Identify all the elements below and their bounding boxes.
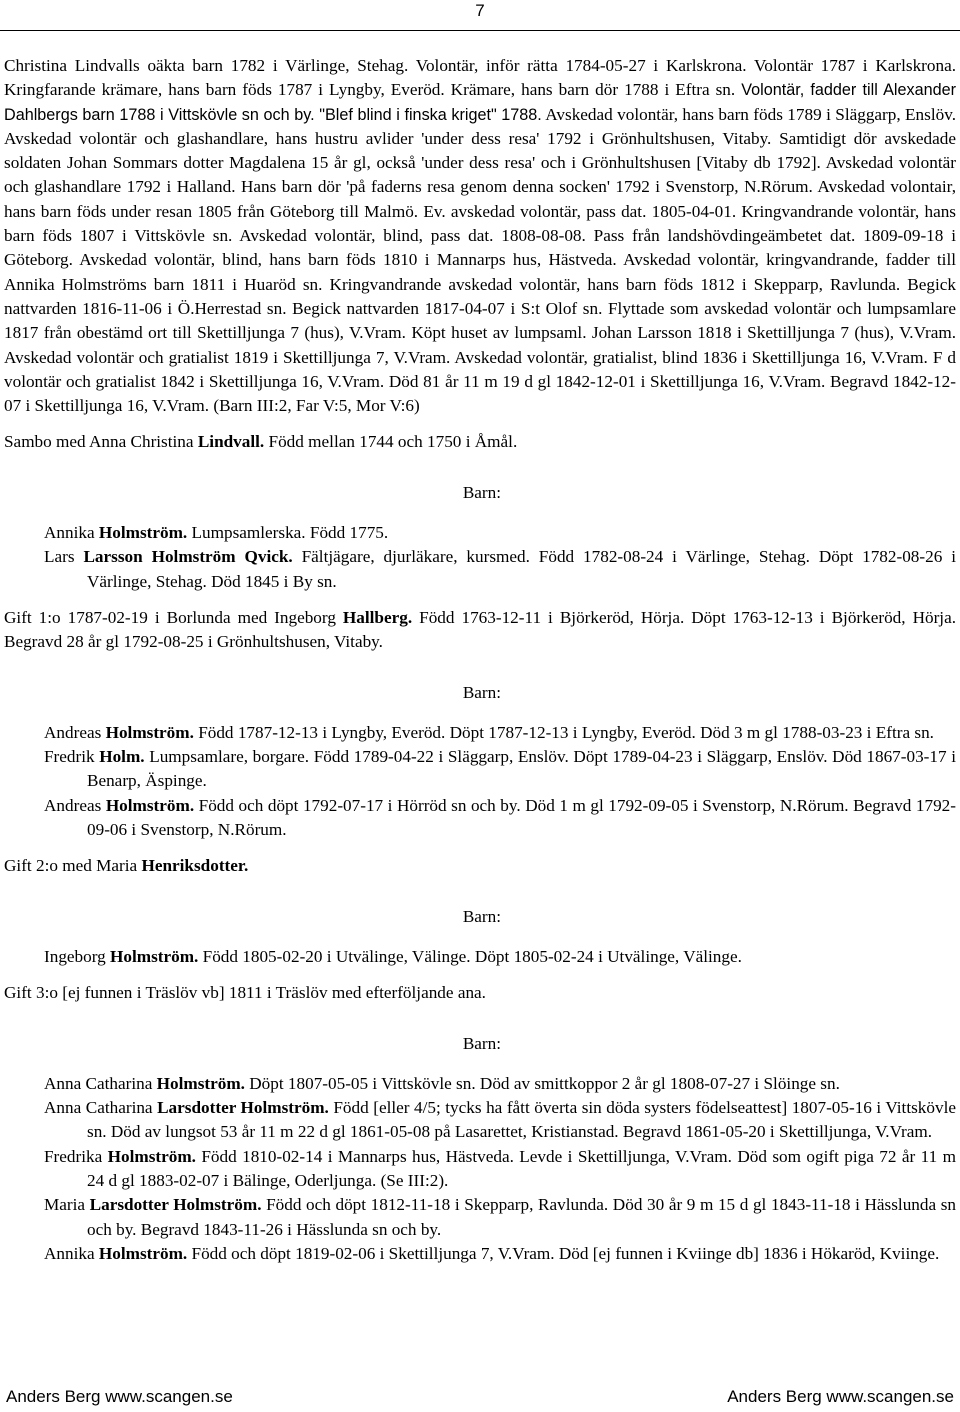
children-group-3 xyxy=(4,945,956,969)
child-details: Född 1787-12-13 i Lyngby, Everöd. Döpt 1787-12-13 i Lyngby, Everöd. Död 3 m gl 1788-03-23 i Eftra sn. xyxy=(193,722,934,742)
children-group-2 xyxy=(4,721,956,842)
child-details: Född och döpt 1792-07-17 i Hörröd sn och by. Död 1 m gl 1792-09-05 i Svenstorp, N.Rörum. Begravd 1792-09-06 i Svenstorp, N.Rörum. xyxy=(87,795,956,840)
children-heading-1: Barn: xyxy=(462,482,501,502)
footer-left: Anders Berg www.scangen.se xyxy=(6,1387,233,1406)
spacer xyxy=(4,969,956,981)
header-rule xyxy=(0,30,960,31)
children-heading-3: Barn: xyxy=(462,906,501,926)
child-given-name: Ingeborg xyxy=(44,946,111,966)
intro-part-1: Christina Lindvalls oäkta barn 1782 i Värlinge, Stehag. Volontär, inför rätta 1784-05-27 i Karlskrona. Volontär 1787 i Karlskrona. Kringfarande krämare, hans barn föds 1787 i Lyngby, Everöd. Krämare, hans barn dör 1788 i Eftra sn. xyxy=(4,56,956,100)
marriage-2-text: Gift 2:o med Maria xyxy=(4,856,142,876)
children-heading-2: Barn: xyxy=(462,682,501,702)
intro-part-2: Volontär, fadder till Alexander Dahlbergs barn 1788 i Vittskövle sn och by. "Blef blind i finska kriget" 1788. xyxy=(4,81,956,124)
spacer xyxy=(4,594,956,606)
child-surname: Holmström. xyxy=(98,523,188,543)
child-given-name: Lars xyxy=(44,547,84,567)
child-given-name: Fredrika xyxy=(44,1146,108,1166)
child-surname: Larsdotter Holmström. xyxy=(89,1195,262,1215)
child-surname: Holmström. xyxy=(156,1073,245,1093)
marriage-3-paragraph: Gift 3:o [ej funnen i Träslöv vb] 1811 i Träslöv med efterföljande ana. xyxy=(4,983,486,1003)
child-surname: Larsson Holmström Qvick. xyxy=(83,547,293,567)
spacer xyxy=(4,842,956,854)
child-details: Döpt 1807-05-05 i Vittskövle sn. Död av smittkoppor 2 år gl 1808-07-27 i Slöinge sn. xyxy=(244,1073,840,1093)
marriage-1-details: Född 1763-12-11 i Björkeröd, Hörja. Döpt 1763-12-13 i Björkeröd, Hörja. Begravd 28 år gl 1792-08-25 i Grönhultshusen, Vitaby. xyxy=(4,607,957,652)
page-number: 7 xyxy=(475,1,485,20)
child-surname: Holmström. xyxy=(105,795,195,815)
child-surname: Holmström. xyxy=(105,722,194,742)
footer-right: Anders Berg www.scangen.se xyxy=(727,1387,954,1406)
child-given-name: Andreas xyxy=(44,795,106,815)
sambo-surname: Lindvall. xyxy=(197,432,265,452)
marriage-1-paragraph xyxy=(4,606,956,655)
intro-part-4: Samtidigt dör avskedade soldaten Johan Sommars dotter Magdalena 15 år gl, också 'under dess resa' och i Grönhultshusen [Vitaby db 1792]. Avskedad volontär och glashandlare 1792 i Halland. Hans barn dör 'på faderns resa genom denna socken' 1792 i Svenstorp, N.Rörum. Avskedad volontair, hans barn föds under resan 1805 från Göteborg till Malmö. Ev. avskedad volontär, pass dat. 1805-04-01. Kringvandrande volontär, hans barn föds 1807 i Vittskövle sn. Avskedad volontär, blind, pass dat. 1808-08-08. Pass från landshövdingeämbetet dat. 1809-09-18 i Göteborg. Avskedad volontär, blind, hans barn föds 1810 i Mannarps hus, Hästveda. Avskedad volontär, kringvandrande, fadder till Annika Holmströms barn 1811 i Huaröd sn. Kringvandrande avskedad volontär, hans barn föds 1812 i Skepparp, Ravlunda. Begick nattvarden 1816-11-06 i Ö.Herrestad sn. Begick nattvarden 1817-04-07 i S:t Olof sn. Flyttade som avskedad volontär och lumpsamlare 1817 från obestämd ort till Skettilljunga 7 (hus), V.Vram. Köpt huset av lumpsaml. Johan Larsson 1818 i Skettilljunga 7 (hus), V.Vram. Avskedad volontär och gratialist 1819 i Skettilljunga 7, V.Vram. Avskedad volontär, gratialist, blind 1836 i Skettilljunga 16, V.Vram. F d volontär och gratialist 1842 i Skettilljunga 16, V.Vram. Död 81 år 11 m 19 d gl 1842-12-01 i Skettilljunga 16, V.Vram. Begravd 1842-12-07 i Skettilljunga 16, V.Vram. (Barn III:2, Far V:5, Mor V:6) xyxy=(4,128,956,416)
child-given-name: Fredrik xyxy=(44,747,100,767)
child-entry xyxy=(4,1242,956,1266)
content-flow xyxy=(4,54,956,1266)
child-entry xyxy=(4,545,956,594)
child-details: Född 1810-02-14 i Mannarps hus, Hästveda. Levde i Skettilljunga, V.Vram. Död som ogift piga 72 år 11 m 24 d gl 1883-02-07 i Bälinge, Oderljunga. (Se III:2). xyxy=(87,1146,956,1190)
child-surname: Holm. xyxy=(99,747,145,767)
children-group-1 xyxy=(4,521,956,594)
child-entry xyxy=(4,794,956,843)
child-details: Född och döpt 1812-11-18 i Skepparp, Ravlunda. Död 30 år 9 m 15 d gl 1843-11-18 i Hässlunda sn och by. Begravd 1843-11-26 i Hässlunda sn och by. xyxy=(87,1195,956,1239)
children-group-4 xyxy=(4,1072,956,1266)
child-given-name: Annika xyxy=(44,523,99,543)
child-given-name: Anna Catharina xyxy=(44,1073,157,1093)
child-surname: Larsdotter Holmström. xyxy=(157,1098,329,1118)
child-surname: Holmström. xyxy=(98,1243,188,1263)
child-details: Född [eller 4/5; tycks ha fått överta sin döda systers födelseattest] 1807-05-16 i Vittskövle sn. Död av lungsot 53 år 11 m 22 d gl 1861-05-08 på Lasarettet, Kristianstad. Begravd 1861-05-20 i Skettilljunga, V.Vram. xyxy=(87,1098,956,1142)
child-entry xyxy=(4,1072,956,1096)
spacer xyxy=(4,418,956,430)
child-given-name: Annika xyxy=(44,1243,99,1263)
child-entry xyxy=(4,1145,956,1194)
child-entry xyxy=(4,1096,956,1145)
child-surname: Holmström. xyxy=(110,946,199,966)
child-given-name: Maria xyxy=(44,1195,90,1215)
intro-paragraph xyxy=(4,54,956,418)
sambo-paragraph xyxy=(4,430,956,454)
marriage-1-surname: Hallberg. xyxy=(342,607,413,627)
marriage-1-text: Gift 1:o 1787-02-19 i Borlunda med Ingeborg xyxy=(4,607,343,627)
child-entry xyxy=(4,745,956,794)
child-given-name: Andreas xyxy=(44,722,106,742)
child-details: Lumpsamlerska. Född 1775. xyxy=(187,523,389,543)
child-entry xyxy=(4,721,956,745)
marriage-2-surname: Henriksdotter. xyxy=(141,856,249,876)
children-heading-4: Barn: xyxy=(462,1033,501,1053)
marriage-2-paragraph xyxy=(4,854,956,878)
child-details: Fältjägare, djurläkare, kursmed. Född 1782-08-24 i Värlinge, Stehag. Döpt 1782-08-26 i Värlinge, Stehag. Död 1845 i By sn. xyxy=(87,547,956,591)
sambo-text: Sambo med Anna Christina xyxy=(4,432,198,452)
child-given-name: Anna Catharina xyxy=(44,1098,158,1118)
child-details: Född och döpt 1819-02-06 i Skettilljunga 7, V.Vram. Död [ej funnen i Kviinge db] 1836 i Hökaröd, Kviinge. xyxy=(187,1243,940,1263)
child-entry xyxy=(4,945,956,969)
child-entry xyxy=(4,1193,956,1242)
intro-part-3: Avskedad volontär, hans barn föds 1789 i Släggarp, Enslöv. Avskedad volontär och glashandlare, hans hustru avlider 'under dess resa' 1792 i Grönhultshusen, Vitaby. xyxy=(4,104,956,148)
sambo-details: Född mellan 1744 och 1750 i Åmål. xyxy=(264,432,518,452)
child-details: Född 1805-02-20 i Utvälinge, Välinge. Döpt 1805-02-24 i Utvälinge, Välinge. xyxy=(198,946,742,966)
child-surname: Holmström. xyxy=(107,1146,196,1166)
child-entry xyxy=(4,521,956,545)
child-details: Lumpsamlare, borgare. Född 1789-04-22 i Släggarp, Enslöv. Döpt 1789-04-23 i Släggarp, Enslöv. Död 1867-03-17 i Benarp, Äspinge. xyxy=(87,747,956,791)
